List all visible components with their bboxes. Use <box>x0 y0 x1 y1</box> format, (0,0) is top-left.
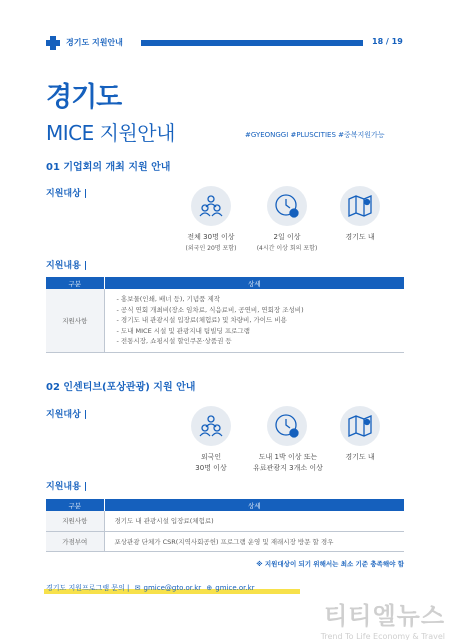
target3-caption <box>330 452 390 463</box>
list-item: - 경기도 내 관광시설 입장료(체험료) 및 차량비, 가이드 비용 <box>116 316 287 324</box>
mail-icon: ✉ <box>134 584 141 592</box>
row-label: 지원사항 <box>46 289 104 352</box>
page-title: 경기도 <box>46 82 122 113</box>
section2-table <box>46 499 404 552</box>
page-subtitle: MICE 지원안내 <box>46 121 175 145</box>
target2-line2: 유료관광지 3개소 이상 <box>253 464 323 472</box>
clock-icon <box>267 186 307 226</box>
table-header-category: 구분 <box>46 499 104 511</box>
plus-icon <box>46 36 60 50</box>
section2-content-label: 지원내용 | <box>46 482 88 492</box>
row-label: 지원사항 <box>46 511 104 531</box>
target1-caption <box>171 232 251 254</box>
target1-line1: 외국인 <box>200 453 222 461</box>
target2-line1: 2일 이상 <box>273 233 301 241</box>
map-icon <box>340 186 380 226</box>
target1-line1: 전체 30명 이상 <box>187 233 235 241</box>
target3-line1: 경기도 내 <box>345 233 375 241</box>
list-item: - 공식 연회 개최비(장소 임차료, 식음료비, 공연비, 연회장 조성비) <box>116 305 304 314</box>
header-bar <box>141 40 363 46</box>
globe-icon: ⊕ <box>206 584 213 592</box>
section1-heading: 01 기업회의 개최 지원 안내 <box>46 162 171 173</box>
contact-email[interactable]: gmice@gto.or.kr <box>143 584 202 592</box>
list-item: - 전통시장, 쇼핑시설 할인쿠폰·상품권 등 <box>116 337 232 345</box>
list-item: - 홍보물(인쇄, 배너 등), 기념품 제작 <box>116 295 221 303</box>
target2-line2: (4시간 이상 회의 포함) <box>256 245 318 252</box>
watermark-logo: 티티엘뉴스 <box>324 602 445 630</box>
watermark-tagline: Trend To Life Economy & Travel <box>320 632 445 640</box>
target2-line1: 도내 1박 이상 또는 <box>258 453 318 461</box>
target2-caption <box>245 452 331 474</box>
section1-content-label: 지원내용 | <box>46 261 88 271</box>
table-row <box>46 511 404 531</box>
people-icon <box>191 406 231 446</box>
section1-table <box>46 277 404 353</box>
watermark <box>321 596 445 640</box>
table-row <box>46 531 404 551</box>
row-detail: 경기도 내 관광시설 입장료(체험료) <box>104 511 404 531</box>
target3-line1: 경기도 내 <box>345 453 375 461</box>
hashtags: #GYEONGGI #PLUSCITIES #중복지원가능 <box>245 131 385 139</box>
section2-heading: 02 인센티브(포상관광) 지원 안내 <box>46 382 196 393</box>
contact-web[interactable]: gmice.or.kr <box>215 584 255 592</box>
target1-caption <box>171 452 251 474</box>
table-row <box>46 289 404 352</box>
map-icon <box>340 406 380 446</box>
clock-icon <box>267 406 307 446</box>
page-indicator: 18 / 19 <box>372 37 403 46</box>
row-detail: 포상관광 단체가 CSR(지역사회공헌) 프로그램 운영 및 재래시장 방문 할 경우 <box>104 531 404 551</box>
support-items-list <box>105 289 405 352</box>
section2-target-label: 지원대상 | <box>46 410 88 420</box>
target2-caption <box>245 232 329 254</box>
target1-line2: 30명 이상 <box>195 464 227 472</box>
section-label: 경기도 지원안내 <box>66 38 123 47</box>
criteria-note: ※ 지원대상이 되기 위해서는 최소 기준 충족해야 함 <box>256 560 404 568</box>
contact-line <box>46 583 255 593</box>
target1-line2: (외국인 20명 포함) <box>185 245 237 252</box>
table-header-detail: 상세 <box>104 499 404 511</box>
contact-label: 경기도 지원프로그램 문의 | <box>46 584 130 592</box>
section1-target-label: 지원대상 | <box>46 189 88 199</box>
row-label: 가점부여 <box>46 531 104 551</box>
people-icon <box>191 186 231 226</box>
list-item: - 도내 MICE 시설 및 관광지내 팀빌딩 프로그램 <box>116 326 250 335</box>
table-header-category: 구분 <box>46 277 104 289</box>
target3-caption <box>330 232 390 243</box>
table-header-detail: 상세 <box>104 277 404 289</box>
